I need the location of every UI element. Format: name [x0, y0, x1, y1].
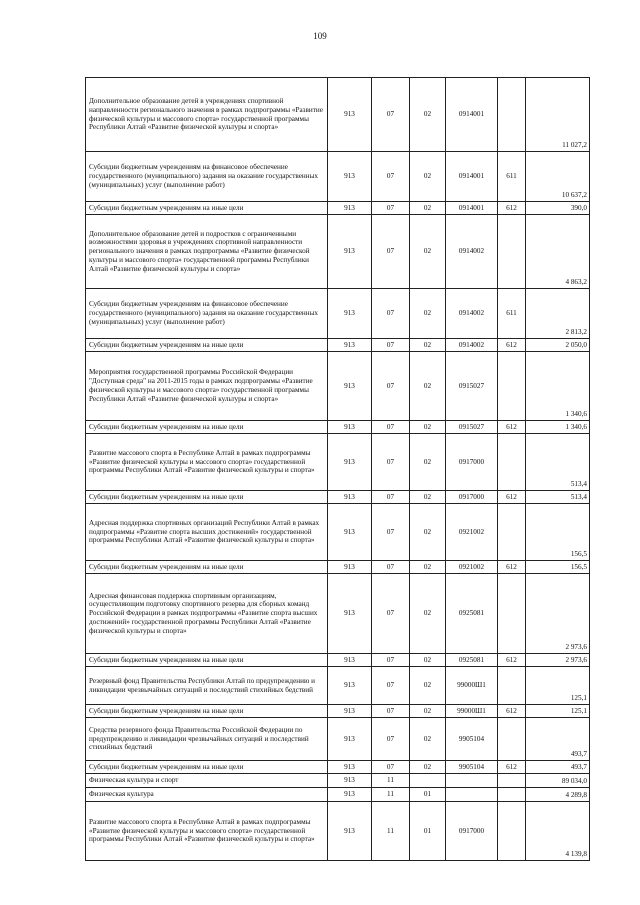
subsection-code-cell: 01	[410, 788, 446, 802]
target-article-cell: 0925081	[446, 574, 498, 654]
table-row	[86, 788, 590, 802]
row-name-cell: Субсидии бюджетным учреждениям на иные цели	[86, 561, 328, 574]
table-row	[86, 718, 590, 761]
ministry-code-cell: 913	[328, 339, 372, 352]
table-row	[86, 561, 590, 574]
table-row	[86, 215, 590, 289]
target-article-cell: 0914002	[446, 215, 498, 289]
ministry-code-cell: 913	[328, 421, 372, 434]
expense-type-cell	[498, 215, 526, 289]
expense-type-cell: 612	[498, 339, 526, 352]
amount-cell: 125,1	[526, 705, 590, 718]
amount-cell: 493,7	[526, 718, 590, 761]
expense-type-cell	[498, 718, 526, 761]
row-name-cell: Мероприятия государственной программы Российской Федерации "Доступная среда" на 2011-2015 годы в рамках подпрограммы «Развитие физической культуры и массового спорта» государственной программы Республики Алтай «Развитие физической культуры и спорта»	[86, 352, 328, 421]
expense-type-cell	[498, 78, 526, 152]
row-name-cell: Субсидии бюджетным учреждениям на финансовое обеспечение государственного (муниципального) задания на оказание государственных (муниципальных) услуг (выполнение работ)	[86, 152, 328, 202]
amount-cell: 11 027,2	[526, 78, 590, 152]
table-row	[86, 667, 590, 705]
section-code-cell: 07	[372, 78, 410, 152]
subsection-code-cell: 02	[410, 761, 446, 774]
row-name-cell: Субсидии бюджетным учреждениям на иные цели	[86, 339, 328, 352]
row-name-cell: Развитие массового спорта в Республике Алтай в рамках подпрограммы «Развитие физической культуры и массового спорта» государственной программы Республики Алтай «Развитие физической культуры и спорта»	[86, 434, 328, 491]
ministry-code-cell: 913	[328, 152, 372, 202]
ministry-code-cell: 913	[328, 802, 372, 861]
amount-cell: 390,0	[526, 202, 590, 215]
expense-type-cell	[498, 352, 526, 421]
subsection-code-cell: 02	[410, 215, 446, 289]
target-article-cell: 0914002	[446, 339, 498, 352]
ministry-code-cell: 913	[328, 289, 372, 339]
section-code-cell: 07	[372, 434, 410, 491]
expense-type-cell: 612	[498, 705, 526, 718]
table-row	[86, 802, 590, 861]
subsection-code-cell: 02	[410, 491, 446, 504]
ministry-code-cell: 913	[328, 774, 372, 788]
expense-type-cell: 612	[498, 421, 526, 434]
subsection-code-cell: 02	[410, 421, 446, 434]
subsection-code-cell: 02	[410, 352, 446, 421]
section-code-cell: 07	[372, 339, 410, 352]
row-name-cell: Субсидии бюджетным учреждениям на иные цели	[86, 421, 328, 434]
amount-cell: 4 863,2	[526, 215, 590, 289]
ministry-code-cell: 913	[328, 434, 372, 491]
expense-type-cell: 612	[498, 202, 526, 215]
target-article-cell: 0917000	[446, 434, 498, 491]
table-row	[86, 705, 590, 718]
amount-cell: 4 139,8	[526, 802, 590, 861]
section-code-cell: 07	[372, 654, 410, 667]
table-row	[86, 421, 590, 434]
row-name-cell: Субсидии бюджетным учреждениям на финансовое обеспечение государственного (муниципального) задания на оказание государственных (муниципальных) услуг (выполнение работ)	[86, 289, 328, 339]
table-row	[86, 654, 590, 667]
subsection-code-cell: 02	[410, 718, 446, 761]
ministry-code-cell: 913	[328, 654, 372, 667]
amount-cell: 156,5	[526, 504, 590, 561]
table-row	[86, 434, 590, 491]
subsection-code-cell: 02	[410, 654, 446, 667]
expense-type-cell: 611	[498, 289, 526, 339]
section-code-cell: 07	[372, 561, 410, 574]
row-name-cell: Субсидии бюджетным учреждениям на иные цели	[86, 202, 328, 215]
ministry-code-cell: 913	[328, 705, 372, 718]
ministry-code-cell: 913	[328, 78, 372, 152]
table-row	[86, 78, 590, 152]
section-code-cell: 07	[372, 718, 410, 761]
ministry-code-cell: 913	[328, 215, 372, 289]
section-code-cell: 07	[372, 352, 410, 421]
table-row	[86, 202, 590, 215]
expense-type-cell	[498, 574, 526, 654]
section-code-cell: 11	[372, 802, 410, 861]
amount-cell: 493,7	[526, 761, 590, 774]
row-name-cell: Адресная финансовая поддержка спортивным организациям, осуществляющим подготовку спортивного резерва для сборных команд Российской Федерации в рамках подпрограммы «Развитие спорта высших достижений» государственной программы Республики Алтай «Развитие физической культуры и спорта»	[86, 574, 328, 654]
subsection-code-cell: 02	[410, 705, 446, 718]
row-name-cell: Субсидии бюджетным учреждениям на иные цели	[86, 654, 328, 667]
table-row	[86, 574, 590, 654]
expense-type-cell	[498, 802, 526, 861]
expense-type-cell: 612	[498, 561, 526, 574]
subsection-code-cell: 01	[410, 802, 446, 861]
target-article-cell: 0917000	[446, 491, 498, 504]
row-name-cell: Дополнительное образование детей в учреждениях спортивной направленности регионального значения в рамках подпрограммы «Развитие физической культуры и массового спорта» государственной программы Республики Алтай «Развитие физической культуры и спорта»	[86, 78, 328, 152]
row-name-cell: Развитие массового спорта в Республике Алтай в рамках подпрограммы «Развитие физической культуры и массового спорта» государственной программы Республики Алтай «Развитие физической культуры и спорта»	[86, 802, 328, 861]
expense-type-cell: 612	[498, 491, 526, 504]
row-name-cell: Средства резервного фонда Правительства Российской Федерации по предупреждению и ликвидации чрезвычайных ситуаций и последствий стихийных бедствий	[86, 718, 328, 761]
amount-cell: 2 050,0	[526, 339, 590, 352]
row-name-cell: Физическая культура и спорт	[86, 774, 328, 788]
section-code-cell: 07	[372, 491, 410, 504]
target-article-cell: 0921002	[446, 504, 498, 561]
target-article-cell: 0914002	[446, 289, 498, 339]
target-article-cell: 99000Ш1	[446, 667, 498, 705]
ministry-code-cell: 913	[328, 202, 372, 215]
subsection-code-cell: 02	[410, 202, 446, 215]
section-code-cell: 07	[372, 504, 410, 561]
row-name-cell: Субсидии бюджетным учреждениям на иные цели	[86, 761, 328, 774]
target-article-cell: 0914001	[446, 78, 498, 152]
ministry-code-cell: 913	[328, 352, 372, 421]
section-code-cell: 11	[372, 788, 410, 802]
ministry-code-cell: 913	[328, 491, 372, 504]
amount-cell: 1 340,6	[526, 352, 590, 421]
ministry-code-cell: 913	[328, 504, 372, 561]
expense-type-cell	[498, 774, 526, 788]
section-code-cell: 07	[372, 667, 410, 705]
subsection-code-cell: 02	[410, 339, 446, 352]
ministry-code-cell: 913	[328, 574, 372, 654]
page-number: 109	[313, 31, 327, 41]
ministry-code-cell: 913	[328, 788, 372, 802]
section-code-cell: 07	[372, 574, 410, 654]
amount-cell: 513,4	[526, 434, 590, 491]
target-article-cell: 0914001	[446, 152, 498, 202]
subsection-code-cell: 02	[410, 561, 446, 574]
section-code-cell: 07	[372, 215, 410, 289]
table-row	[86, 504, 590, 561]
row-name-cell: Дополнительное образование детей и подростков с ограниченными возможностями здоровья в учреждениях спортивной направленности регионального значения в рамках подпрограммы «Развитие физической культуры и массового спорта» государственной программы Республики Алтай «Развитие физической культуры и спорта»	[86, 215, 328, 289]
subsection-code-cell	[410, 774, 446, 788]
row-name-cell: Резервный фонд Правительства Республики Алтай по предупреждению и ликвидации чрезвычайных ситуаций и последствий стихийных бедствий	[86, 667, 328, 705]
expense-type-cell: 612	[498, 654, 526, 667]
subsection-code-cell: 02	[410, 667, 446, 705]
expense-type-cell	[498, 667, 526, 705]
ministry-code-cell: 913	[328, 561, 372, 574]
target-article-cell: 9905104	[446, 761, 498, 774]
target-article-cell	[446, 788, 498, 802]
subsection-code-cell: 02	[410, 434, 446, 491]
section-code-cell: 11	[372, 774, 410, 788]
expense-type-cell: 612	[498, 761, 526, 774]
subsection-code-cell: 02	[410, 574, 446, 654]
subsection-code-cell: 02	[410, 152, 446, 202]
expense-type-cell: 611	[498, 152, 526, 202]
ministry-code-cell: 913	[328, 667, 372, 705]
section-code-cell: 07	[372, 152, 410, 202]
table-row	[86, 761, 590, 774]
subsection-code-cell: 02	[410, 504, 446, 561]
target-article-cell	[446, 774, 498, 788]
amount-cell: 156,5	[526, 561, 590, 574]
amount-cell: 2 973,6	[526, 574, 590, 654]
amount-cell: 10 637,2	[526, 152, 590, 202]
table-row	[86, 339, 590, 352]
amount-cell: 1 340,6	[526, 421, 590, 434]
section-code-cell: 07	[372, 705, 410, 718]
expense-type-cell	[498, 504, 526, 561]
amount-cell: 2 813,2	[526, 289, 590, 339]
subsection-code-cell: 02	[410, 78, 446, 152]
row-name-cell: Адресная поддержка спортивных организаций Республики Алтай в рамках подпрограммы «Развитие спорта высших достижений» государственной программы Республики Алтай «Развитие физической культуры и спорта»	[86, 504, 328, 561]
amount-cell: 2 973,6	[526, 654, 590, 667]
amount-cell: 89 034,0	[526, 774, 590, 788]
amount-cell: 4 289,8	[526, 788, 590, 802]
row-name-cell: Субсидии бюджетным учреждениям на иные цели	[86, 705, 328, 718]
table-row	[86, 152, 590, 202]
target-article-cell: 0914001	[446, 202, 498, 215]
row-name-cell: Физическая культура	[86, 788, 328, 802]
target-article-cell: 99000Ш1	[446, 705, 498, 718]
table-row	[86, 774, 590, 788]
subsection-code-cell: 02	[410, 289, 446, 339]
table-row	[86, 289, 590, 339]
row-name-cell: Субсидии бюджетным учреждениям на иные цели	[86, 491, 328, 504]
section-code-cell: 07	[372, 202, 410, 215]
amount-cell: 125,1	[526, 667, 590, 705]
target-article-cell: 0917000	[446, 802, 498, 861]
ministry-code-cell: 913	[328, 718, 372, 761]
section-code-cell: 07	[372, 289, 410, 339]
budget-table	[85, 77, 590, 861]
expense-type-cell	[498, 788, 526, 802]
target-article-cell: 0921002	[446, 561, 498, 574]
expense-type-cell	[498, 434, 526, 491]
target-article-cell: 0915027	[446, 421, 498, 434]
target-article-cell: 0915027	[446, 352, 498, 421]
table-row	[86, 352, 590, 421]
target-article-cell: 0925081	[446, 654, 498, 667]
amount-cell: 513,4	[526, 491, 590, 504]
table-row	[86, 491, 590, 504]
target-article-cell: 9905104	[446, 718, 498, 761]
section-code-cell: 07	[372, 761, 410, 774]
ministry-code-cell: 913	[328, 761, 372, 774]
section-code-cell: 07	[372, 421, 410, 434]
